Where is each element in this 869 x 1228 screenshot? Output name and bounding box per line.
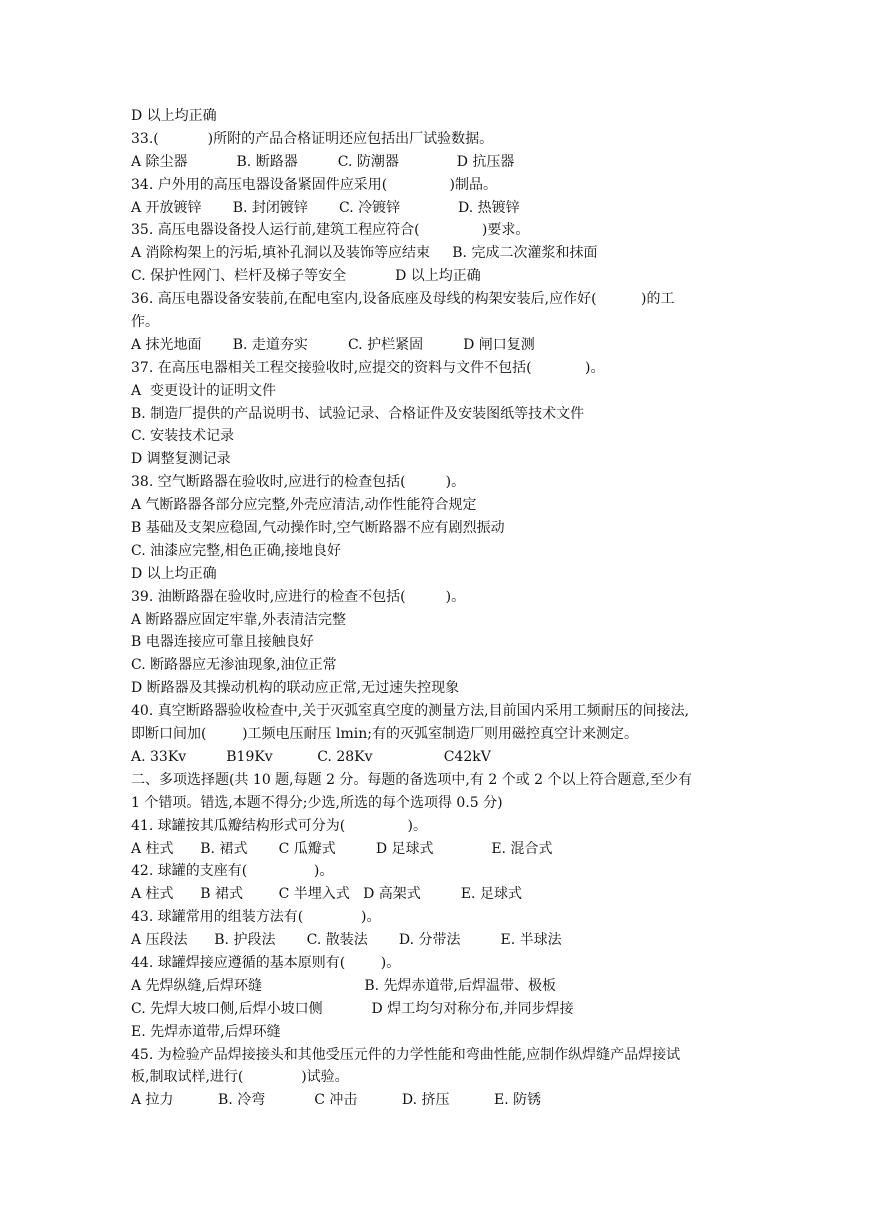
options-44-line-1: A 先焊纵缝,后焊环缝 B. 先焊赤道带,后焊温带、极板 xyxy=(131,977,557,994)
question-36-continued: 作。 xyxy=(131,314,159,331)
question-39: 39. 油断路器在验收时,应进行的检查不包括( )。 xyxy=(131,588,466,605)
options-40: A. 33Kv B19Kv C. 28Kv C42kV xyxy=(131,748,491,765)
question-40: 40. 真空断路器验收检查中,关于灭弧室真空度的测量方法,目前国内采用工频耐压的间接法, xyxy=(131,703,690,720)
option-37-b: B. 制造厂提供的产品说明书、试验记录、合格证件及安装图纸等技术文件 xyxy=(131,405,585,422)
option-38-c: C. 油漆应完整,相色正确,接地良好 xyxy=(131,542,342,559)
options-35-line-1: A 消除构架上的污垢,填补孔洞以及装饰等应结束 B. 完成二次灌浆和抹面 xyxy=(131,245,598,262)
option-38-b: B 基础及支架应稳固,气动操作时,空气断路器不应有剧烈振动 xyxy=(131,520,505,537)
option-37-a: A 变更设计的证明文件 xyxy=(131,382,277,399)
option-39-a: A 断路器应固定牢靠,外表清洁完整 xyxy=(131,611,347,628)
question-44: 44. 球罐焊接应遵循的基本原则有( )。 xyxy=(131,954,401,971)
options-42: A 柱式 B 裙式 C 半埋入式 D 高架式 E. 足球式 xyxy=(131,886,522,903)
question-42: 42. 球罐的支座有( )。 xyxy=(131,863,334,880)
option-39-c: C. 断路器应无渗油现象,油位正常 xyxy=(131,657,337,674)
question-34: 34. 户外用的高压电器设备紧固件应采用( )制品。 xyxy=(131,176,497,193)
question-37: 37. 在高压电器相关工程交接验收时,应提交的资料与文件不包括( )。 xyxy=(131,359,605,376)
question-45-continued: 板,制取试样,进行( )试验。 xyxy=(131,1069,349,1086)
option-38-d: D 以上均正确 xyxy=(131,565,217,582)
option-38-a: A 气断路器各部分应完整,外壳应清洁,动作性能符合规定 xyxy=(131,497,477,514)
options-44-line-2: C. 先焊大坡口侧,后焊小坡口侧 D 焊工均匀对称分布,并同步焊接 xyxy=(131,1000,574,1017)
options-45: A 拉力 B. 冷弯 C 冲击 D. 挤压 E. 防锈 xyxy=(131,1092,542,1109)
options-34: A 开放镀锌 B. 封闭镀锌 C. 冷镀锌 D. 热镀锌 xyxy=(131,199,520,216)
option-39-b: B 电器连接应可靠且接触良好 xyxy=(131,634,314,651)
text-line: D 以上均正确 xyxy=(131,108,217,124)
options-43: A 压段法 B. 护段法 C. 散装法 D. 分带法 E. 半球法 xyxy=(131,932,562,949)
options-44-line-3: E. 先焊赤道带,后焊环缝 xyxy=(131,1023,281,1040)
option-37-d: D 调整复测记录 xyxy=(131,451,231,468)
question-36: 36. 高压电器设备安装前,在配电室内,设备底座及母线的构架安装后,应作好( )的工 xyxy=(131,291,675,308)
document-page xyxy=(131,105,749,1112)
question-45: 45. 为检验产品焊接接头和其他受压元件的力学性能和弯曲性能,应制作纵焊缝产品焊接试 xyxy=(131,1046,681,1063)
question-38: 38. 空气断路器在验收时,应进行的检查包括( )。 xyxy=(131,474,466,491)
option-37-c: C. 安装技术记录 xyxy=(131,428,235,445)
question-33: 33.( )所附的产品合格证明还应包括出厂试验数据。 xyxy=(131,130,494,147)
option-39-d: D 断路器及其操动机构的联动应正常,无过速失控现象 xyxy=(131,680,460,697)
section-heading-continued: 1 个错项。错选,本题不得分;少选,所选的每个选项得 0.5 分) xyxy=(131,794,503,811)
options-41: A 柱式 B. 裙式 C 瓜瓣式 D 足球式 E. 混合式 xyxy=(131,840,553,857)
section-heading: 二、多项选择题(共 10 题,每题 2 分。每题的备选项中,有 2 个或 2 个以上符合题意,至少有 xyxy=(131,771,692,788)
options-35-line-2: C. 保护性网门、栏杆及梯子等安全 D 以上均正确 xyxy=(131,268,481,285)
options-33: A 除尘器 B. 断路器 C. 防潮器 D 抗压器 xyxy=(131,153,515,170)
question-41: 41. 球罐按其瓜瓣结构形式可分为( )。 xyxy=(131,817,427,834)
question-35: 35. 高压电器设备投人运行前,建筑工程应符合( )要求。 xyxy=(131,222,530,239)
question-43: 43. 球罐常用的组装方法有( )。 xyxy=(131,909,381,926)
question-40-continued: 即断口间加( )工频电压耐压 lmin;有的灭弧室制造厂则用磁控真空计来测定。 xyxy=(131,726,638,743)
options-36: A 抹光地面 B. 走道夯实 C. 护栏紧固 D 闸口复测 xyxy=(131,336,535,353)
